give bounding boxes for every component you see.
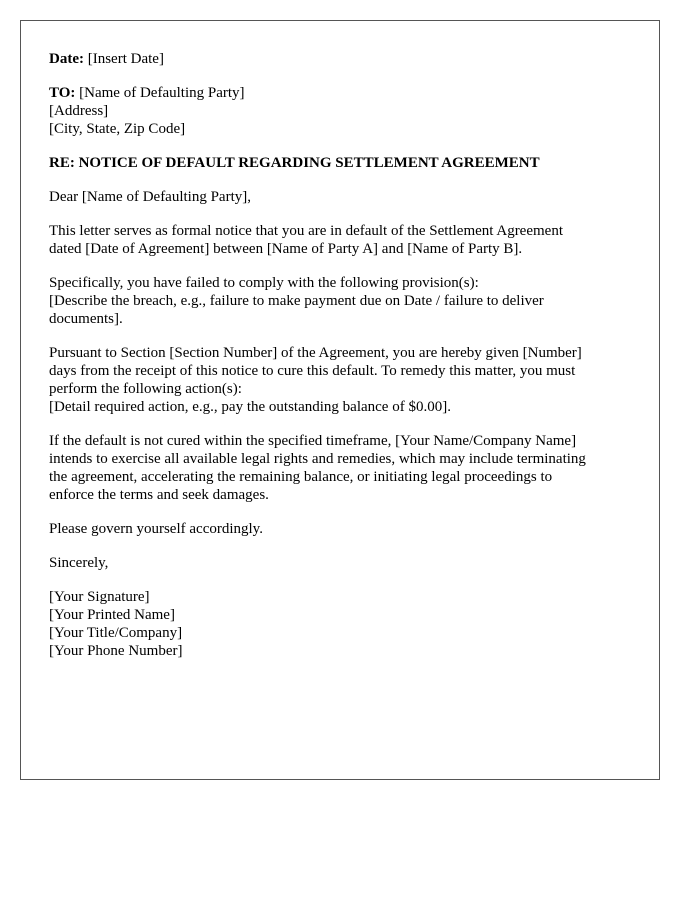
- paragraph-line: documents].: [49, 311, 123, 327]
- paragraph-line: enforce the terms and seek damages.: [49, 487, 269, 503]
- salutation: Dear [Name of Defaulting Party],: [49, 189, 252, 205]
- closing: Sincerely,: [49, 555, 109, 571]
- paragraph-line: [Describe the breach, e.g., failure to make payment due on Date / failure to deliver: [49, 293, 544, 309]
- paragraph-line: This letter serves as formal notice that you are in default of the Settlement Agreement: [49, 223, 563, 239]
- signature-line: [Your Signature]: [49, 589, 150, 605]
- subject-line: RE: NOTICE OF DEFAULT REGARDING SETTLEMENT AGREEMENT: [49, 155, 540, 171]
- recipient-block: [49, 84, 631, 138]
- paragraph-govern: Please govern yourself accordingly.: [49, 521, 263, 537]
- paragraph-line: the agreement, accelerating the remaining balance, or initiating legal proceedings to: [49, 469, 553, 485]
- recipient-label: TO:: [49, 85, 76, 101]
- printed-name: [Your Printed Name]: [49, 607, 175, 623]
- paragraph-line: Specifically, you have failed to comply with the following provision(s):: [49, 275, 479, 291]
- signature-block: [49, 588, 631, 660]
- title-company: [Your Title/Company]: [49, 625, 183, 641]
- recipient-address: [Address]: [49, 103, 109, 119]
- paragraph-cure: [49, 344, 631, 416]
- paragraph-line: Pursuant to Section [Section Number] of the Agreement, you are hereby given [Number]: [49, 345, 582, 361]
- paragraph-notice: [49, 222, 631, 258]
- paragraph-breach: [49, 274, 631, 328]
- paragraph-line: dated [Date of Agreement] between [Name of Party A] and [Name of Party B].: [49, 241, 523, 257]
- paragraph-line: perform the following action(s):: [49, 381, 242, 397]
- recipient-city-state-zip: [City, State, Zip Code]: [49, 121, 186, 137]
- recipient-name: [Name of Defaulting Party]: [79, 85, 245, 101]
- paragraph-line: [Detail required action, e.g., pay the outstanding balance of $0.00].: [49, 399, 451, 415]
- date-line: [49, 50, 631, 68]
- date-value: [Insert Date]: [87, 51, 164, 67]
- letter-page: [20, 20, 660, 780]
- date-label: Date:: [49, 51, 84, 67]
- paragraph-line: days from the receipt of this notice to cure this default. To remedy this matter, you must: [49, 363, 576, 379]
- letter-body: [49, 50, 631, 660]
- paragraph-line: intends to exercise all available legal rights and remedies, which may include terminating: [49, 451, 586, 467]
- phone-number: [Your Phone Number]: [49, 643, 183, 659]
- recipient-name-line: [49, 84, 631, 102]
- paragraph-line: If the default is not cured within the specified timeframe, [Your Name/Company Name]: [49, 433, 577, 449]
- paragraph-remedies: [49, 432, 631, 504]
